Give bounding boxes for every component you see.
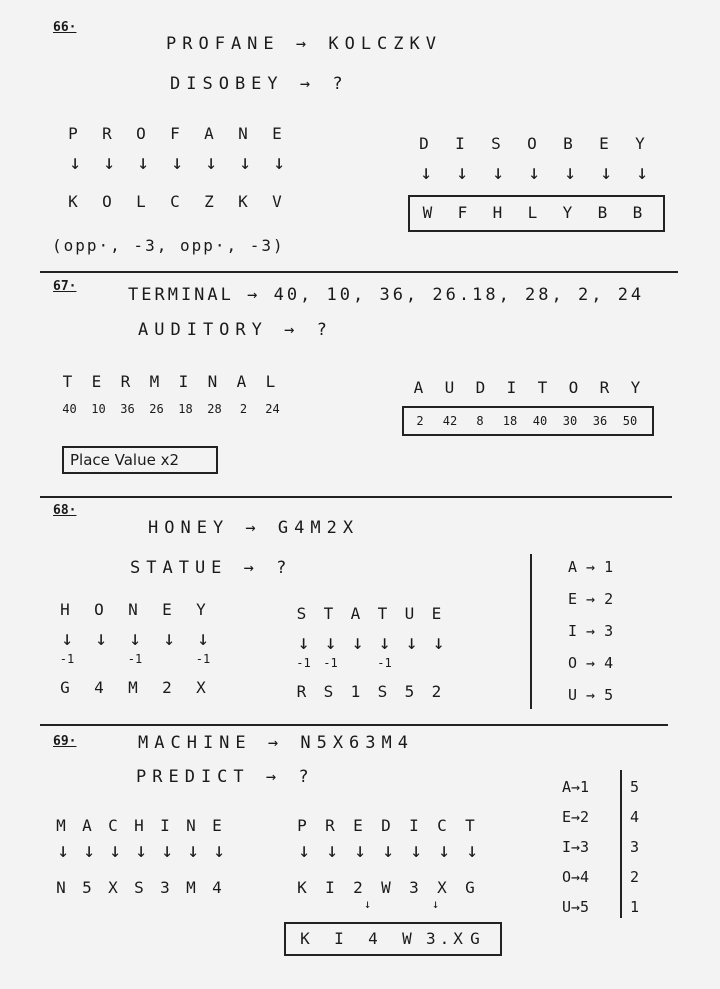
letter: X bbox=[437, 878, 451, 897]
letter: I bbox=[506, 378, 521, 397]
down-arrow-icon: ↓ bbox=[170, 150, 184, 174]
question-number-68: 68· bbox=[53, 503, 77, 518]
letter: U bbox=[444, 378, 459, 397]
down-arrow-icon: ↓ bbox=[238, 150, 252, 174]
letter: F bbox=[170, 124, 184, 143]
minus-mark bbox=[84, 652, 118, 666]
down-arrow-icon: ↓ bbox=[563, 160, 577, 184]
q69-word-1 bbox=[50, 816, 232, 835]
answer-number: 18 bbox=[502, 414, 518, 428]
minus-mark: -1 bbox=[323, 656, 338, 670]
q67-note: Place Value x2 bbox=[70, 451, 180, 469]
q68-line-1: HONEY → G4M2X bbox=[148, 518, 360, 538]
number: 40 bbox=[62, 402, 77, 416]
down-arrow-icon: ↓ bbox=[196, 626, 210, 650]
letter: M bbox=[56, 816, 70, 835]
down-arrow-icon: ↓ bbox=[94, 626, 108, 650]
down-arrow-icon: ↓ bbox=[437, 838, 451, 862]
q68-code-1 bbox=[50, 678, 220, 697]
letter: C bbox=[437, 816, 451, 835]
letter: S bbox=[377, 682, 392, 701]
down-arrow-icon: ↓ bbox=[204, 150, 218, 174]
letter: D bbox=[419, 134, 433, 153]
down-arrow-icon: ↓ bbox=[432, 630, 445, 654]
reverse-number: 4 bbox=[630, 808, 640, 826]
letter: D bbox=[381, 816, 395, 835]
q68-arrows-1 bbox=[50, 628, 220, 648]
letter: N bbox=[186, 816, 200, 835]
letter: K bbox=[238, 192, 252, 211]
letter: I bbox=[160, 816, 174, 835]
letter: S bbox=[296, 604, 311, 623]
answer-letter: W bbox=[402, 929, 416, 948]
number: 28 bbox=[207, 402, 222, 416]
down-arrow-icon: ↓ bbox=[351, 630, 364, 654]
down-arrow-icon: ↓ bbox=[160, 838, 174, 862]
letter: E bbox=[212, 816, 226, 835]
down-arrow-icon: ↓ bbox=[527, 160, 541, 184]
down-arrow-icon: ↓ bbox=[68, 150, 82, 174]
reverse-number: 2 bbox=[630, 868, 640, 886]
vowel-map-entry: E→2 bbox=[562, 808, 590, 826]
q67-numbers-1 bbox=[55, 402, 287, 416]
letter: E bbox=[431, 604, 446, 623]
answer-letter: I bbox=[334, 929, 348, 948]
q68-arrows-2 bbox=[290, 632, 452, 652]
letter: 5 bbox=[404, 682, 419, 701]
vowel-map-entry: I→3 bbox=[562, 838, 590, 856]
answer-number: 40 bbox=[532, 414, 548, 428]
question-number-67: 67· bbox=[53, 279, 77, 294]
q68-word-1 bbox=[50, 600, 220, 619]
minus-mark: -1 bbox=[377, 656, 392, 670]
down-arrow-icon: ↓ bbox=[378, 630, 391, 654]
letter: G bbox=[465, 878, 479, 897]
number: 2 bbox=[239, 402, 248, 416]
minus-mark: -1 bbox=[59, 652, 75, 666]
minus-mark bbox=[152, 652, 186, 666]
reverse-number: 3 bbox=[630, 838, 640, 856]
answer-number: 36 bbox=[592, 414, 608, 428]
letter: D bbox=[475, 378, 490, 397]
vowel-map-entry: A→1 bbox=[562, 778, 590, 796]
q69-word-2 bbox=[290, 816, 486, 835]
q66-word-1 bbox=[58, 124, 296, 143]
letter: E bbox=[353, 816, 367, 835]
q69-arrows-2 bbox=[290, 840, 486, 860]
letter: W bbox=[381, 878, 395, 897]
letter: O bbox=[136, 124, 150, 143]
q66-note: (opp·, -3, opp·, -3) bbox=[52, 236, 285, 255]
down-arrow-icon: ↓ bbox=[272, 150, 286, 174]
q66-code-1 bbox=[58, 192, 296, 211]
q69-vowel-map bbox=[562, 778, 589, 928]
letter: R bbox=[296, 682, 311, 701]
down-arrow-icon: ↓ bbox=[353, 838, 367, 862]
letter: M bbox=[186, 878, 200, 897]
minus-mark bbox=[344, 656, 371, 670]
letter: E bbox=[91, 372, 106, 391]
answer-letter: Y bbox=[562, 203, 577, 222]
letter: S bbox=[323, 682, 338, 701]
q69-line-1: MACHINE → N5X63M4 bbox=[138, 733, 414, 753]
q69-arrows-1 bbox=[50, 840, 232, 860]
letter: 4 bbox=[212, 878, 226, 897]
answer-letter: K bbox=[300, 929, 314, 948]
answer-number: 30 bbox=[562, 414, 578, 428]
letter: C bbox=[170, 192, 184, 211]
down-arrow-icon: ↓ bbox=[102, 150, 116, 174]
down-arrow-icon: ↓ bbox=[599, 160, 613, 184]
down-arrow-icon: ↓ bbox=[409, 838, 423, 862]
q66-arrows-2 bbox=[408, 162, 660, 182]
down-arrow-icon: ↓ bbox=[212, 838, 226, 862]
q69-answer bbox=[290, 929, 494, 948]
letter: 3 bbox=[409, 878, 423, 897]
vowel-map-entry: O → 4 bbox=[568, 654, 614, 672]
q68-separator bbox=[530, 554, 532, 709]
question-number-66: 66· bbox=[53, 20, 77, 35]
q68-word-2 bbox=[290, 604, 452, 623]
q66-line-2: DISOBEY → ? bbox=[170, 74, 349, 94]
letter: T bbox=[323, 604, 338, 623]
letter: N bbox=[238, 124, 252, 143]
letter: N bbox=[56, 878, 70, 897]
down-arrow-icon: ↓ bbox=[56, 838, 70, 862]
vowel-map-entry: O→4 bbox=[562, 868, 590, 886]
letter: C bbox=[108, 816, 122, 835]
letter: X bbox=[108, 878, 122, 897]
letter: O bbox=[568, 378, 583, 397]
down-arrow-icon: ↓ bbox=[60, 626, 74, 650]
letter: L bbox=[265, 372, 280, 391]
answer-letter: H bbox=[492, 203, 507, 222]
letter: I bbox=[409, 816, 423, 835]
q67-answer bbox=[405, 414, 645, 428]
letter: U bbox=[404, 604, 419, 623]
down-arrow-icon: ↓ bbox=[297, 630, 310, 654]
answer-letter: G bbox=[470, 929, 484, 948]
vowel-map-entry: U→5 bbox=[562, 898, 590, 916]
divider-2 bbox=[40, 496, 672, 498]
answer-letter: W bbox=[422, 203, 437, 222]
letter: B bbox=[563, 134, 577, 153]
letter: M bbox=[149, 372, 164, 391]
answer-letter: 3.X bbox=[426, 929, 467, 948]
vowel-map-entry: I → 3 bbox=[568, 622, 614, 640]
number: 24 bbox=[265, 402, 280, 416]
letter: I bbox=[455, 134, 469, 153]
letter: S bbox=[491, 134, 505, 153]
q66-word-2 bbox=[408, 134, 660, 153]
q67-word-2 bbox=[405, 378, 653, 397]
minus-mark: -1 bbox=[127, 652, 143, 666]
letter: A bbox=[350, 604, 365, 623]
number: 26 bbox=[149, 402, 164, 416]
minus-mark bbox=[425, 656, 452, 670]
letter: T bbox=[377, 604, 392, 623]
letter: 5 bbox=[82, 878, 96, 897]
q68-marks-2 bbox=[290, 656, 452, 670]
q69-code-2 bbox=[290, 878, 486, 897]
vowel-map-entry: A → 1 bbox=[568, 558, 614, 576]
q69-line-2: PREDICT → ? bbox=[136, 767, 315, 787]
down-arrow-icon: ↓ bbox=[381, 838, 395, 862]
reverse-number: 5 bbox=[630, 778, 640, 796]
q66-line-1: PROFANE → KOLCZKV bbox=[166, 34, 442, 54]
letter: E bbox=[272, 124, 286, 143]
q69-reverse-numbers bbox=[630, 778, 639, 928]
letter: R bbox=[120, 372, 135, 391]
letter: T bbox=[62, 372, 77, 391]
letter: O bbox=[102, 192, 116, 211]
number: 10 bbox=[91, 402, 106, 416]
down-arrow-icon: ↓ bbox=[162, 626, 176, 650]
down-arrow-icon: ↓ bbox=[297, 838, 311, 862]
letter: K bbox=[68, 192, 82, 211]
letter: A bbox=[204, 124, 218, 143]
minus-mark bbox=[398, 656, 425, 670]
vowel-map-entry: U → 5 bbox=[568, 686, 614, 704]
question-number-69: 69· bbox=[53, 734, 77, 749]
down-arrow-icon: ↓ bbox=[491, 160, 505, 184]
q68-code-2 bbox=[290, 682, 452, 701]
down-arrow-icon: ↓ bbox=[465, 838, 479, 862]
letter: O bbox=[527, 134, 541, 153]
letter: T bbox=[465, 816, 479, 835]
letter: V bbox=[272, 192, 286, 211]
q69-code-1 bbox=[50, 878, 232, 897]
q69-down-arrow-2: ↓ bbox=[432, 897, 440, 911]
letter: 2 bbox=[162, 678, 176, 697]
answer-number: 50 bbox=[622, 414, 638, 428]
letter: R bbox=[599, 378, 614, 397]
divider-1 bbox=[40, 271, 678, 273]
letter: 2 bbox=[431, 682, 446, 701]
answer-number: 42 bbox=[442, 414, 458, 428]
letter: 3 bbox=[160, 878, 174, 897]
letter: H bbox=[60, 600, 74, 619]
letter: T bbox=[537, 378, 552, 397]
letter: X bbox=[196, 678, 210, 697]
answer-letter: B bbox=[632, 203, 647, 222]
minus-mark: -1 bbox=[195, 652, 211, 666]
letter: E bbox=[162, 600, 176, 619]
letter: S bbox=[134, 878, 148, 897]
letter: Y bbox=[635, 134, 649, 153]
answer-number: 2 bbox=[416, 414, 424, 428]
reverse-number: 1 bbox=[630, 898, 640, 916]
down-arrow-icon: ↓ bbox=[108, 838, 122, 862]
letter: L bbox=[136, 192, 150, 211]
q67-line-2: AUDITORY → ? bbox=[138, 320, 333, 340]
letter: I bbox=[178, 372, 193, 391]
letter: P bbox=[297, 816, 311, 835]
down-arrow-icon: ↓ bbox=[128, 626, 142, 650]
letter: 1 bbox=[350, 682, 365, 701]
letter: N bbox=[207, 372, 222, 391]
q69-separator bbox=[620, 770, 622, 918]
q68-marks-1 bbox=[50, 652, 220, 666]
down-arrow-icon: ↓ bbox=[635, 160, 649, 184]
letter: R bbox=[102, 124, 116, 143]
vowel-map-entry: E → 2 bbox=[568, 590, 614, 608]
letter: O bbox=[94, 600, 108, 619]
down-arrow-icon: ↓ bbox=[324, 630, 337, 654]
letter: A bbox=[413, 378, 428, 397]
letter: N bbox=[128, 600, 142, 619]
down-arrow-icon: ↓ bbox=[136, 150, 150, 174]
answer-letter: 4 bbox=[368, 929, 382, 948]
letter: R bbox=[325, 816, 339, 835]
answer-number: 8 bbox=[476, 414, 484, 428]
answer-letter: B bbox=[597, 203, 612, 222]
letter: P bbox=[68, 124, 82, 143]
q68-line-2: STATUE → ? bbox=[130, 558, 293, 578]
down-arrow-icon: ↓ bbox=[134, 838, 148, 862]
letter: E bbox=[599, 134, 613, 153]
letter: Z bbox=[204, 192, 218, 211]
down-arrow-icon: ↓ bbox=[186, 838, 200, 862]
letter: G bbox=[60, 678, 74, 697]
letter: H bbox=[134, 816, 148, 835]
q67-word-1 bbox=[55, 372, 287, 391]
letter: M bbox=[128, 678, 142, 697]
q68-vowel-map bbox=[568, 558, 613, 718]
letter: 4 bbox=[94, 678, 108, 697]
q67-line-1: TERMINAL → 40, 10, 36, 26.18, 28, 2, 24 bbox=[128, 285, 645, 305]
down-arrow-icon: ↓ bbox=[325, 838, 339, 862]
down-arrow-icon: ↓ bbox=[82, 838, 96, 862]
answer-letter: F bbox=[457, 203, 472, 222]
letter: I bbox=[325, 878, 339, 897]
answer-letter: L bbox=[527, 203, 542, 222]
divider-3 bbox=[40, 724, 668, 726]
down-arrow-icon: ↓ bbox=[419, 160, 433, 184]
q66-answer bbox=[412, 203, 657, 222]
minus-mark: -1 bbox=[296, 656, 311, 670]
letter: A bbox=[236, 372, 251, 391]
q66-arrows-1 bbox=[58, 152, 296, 172]
down-arrow-icon: ↓ bbox=[455, 160, 469, 184]
letter: K bbox=[297, 878, 311, 897]
letter: Y bbox=[630, 378, 645, 397]
letter: 2 bbox=[353, 878, 367, 897]
number: 18 bbox=[178, 402, 193, 416]
q69-down-arrow-1: ↓ bbox=[364, 897, 372, 911]
down-arrow-icon: ↓ bbox=[405, 630, 418, 654]
number: 36 bbox=[120, 402, 135, 416]
letter: Y bbox=[196, 600, 210, 619]
letter: A bbox=[82, 816, 96, 835]
